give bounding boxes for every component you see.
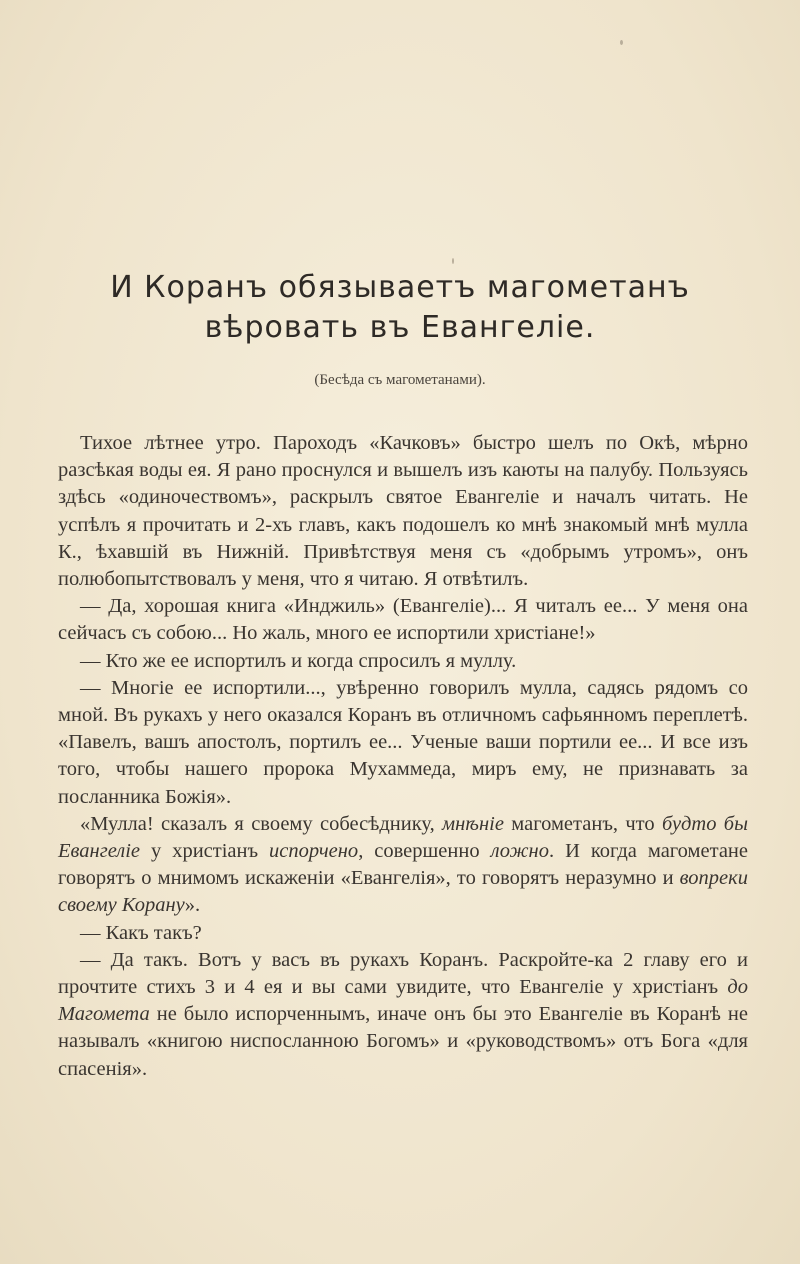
article-subtitle: (Бесѣда съ магометанами). bbox=[314, 372, 486, 388]
text-run: ». bbox=[184, 894, 201, 917]
print-speck bbox=[620, 40, 623, 45]
article-title bbox=[50, 268, 750, 348]
paragraph: — Да, хорошая книга «Инджиль» (Евангеліе)... Я читалъ ее... У меня она сейчасъ съ собою... Но жаль, много ее испортили христіане!» bbox=[58, 595, 748, 645]
title-line-2: вѣровать въ Евангеліе. bbox=[204, 310, 596, 345]
italic-run: вопреки своему Корану bbox=[58, 867, 748, 917]
text-run: . И когда магометане говорятъ о мнимомъ искаженіи «Евангелія», то говорятъ неразумно и bbox=[58, 840, 748, 890]
print-speck bbox=[452, 258, 454, 264]
italic-run: мнѣніе bbox=[442, 812, 504, 835]
paragraph: — Кто же ее испортилъ и когда спросилъ я муллу. bbox=[80, 649, 517, 672]
paragraph: Тихое лѣтнее утро. Пароходъ «Качковъ» быстро шелъ по Окѣ, мѣрно разсѣкая воды ея. Я рано проснулся и вышелъ изъ каюты на палубу. Пользуясь здѣсь «одиночествомъ», раскрылъ святое Евангеліе и началъ читать. Не успѣлъ я прочитать и 2-хъ главъ, какъ подошелъ ко мнѣ знакомый мнѣ мулла К., ѣхавшій въ Нижній. Привѣтствуя меня съ «добрымъ утромъ», онъ полюбопытствовалъ у меня, что я читаю. Я отвѣтилъ. bbox=[58, 432, 748, 591]
text-run: , совершенно bbox=[358, 840, 491, 863]
text-run: магометанъ, что bbox=[503, 812, 662, 835]
italic-run: ложно bbox=[490, 840, 549, 863]
paragraph bbox=[58, 811, 748, 920]
text-run: не было испорченнымъ, иначе онъ бы это Евангеліе въ Коранѣ не называлъ «книгою ниспосланною Богомъ» и «руководствомъ» отъ Бога «для спасенія». bbox=[58, 1003, 748, 1080]
italic-run: будто бы Евангеліе bbox=[58, 812, 749, 863]
paragraph bbox=[58, 947, 748, 1083]
title-line-1: И Коранъ обязываетъ магометанъ bbox=[110, 270, 690, 305]
text-run: у христіанъ bbox=[140, 840, 270, 863]
text-run: «Мулла! сказалъ я своему собесѣднику, bbox=[80, 812, 443, 835]
paragraph: — Какъ такъ? bbox=[80, 921, 202, 944]
paragraph: — Многіе ее испортили..., увѣренно говорилъ мулла, садясь рядомъ со мной. Въ рукахъ у него оказался Коранъ въ отличномъ сафьянномъ переплетѣ. «Павелъ, вашъ апостолъ, портилъ ее... Ученые ваши портили ее... И все изъ того, чтобы нашего пророка Мухаммеда, миръ ему, не признавать за посланника Божія». bbox=[58, 676, 748, 808]
italic-run: до Магомета bbox=[58, 976, 748, 1026]
italic-run: испорчено bbox=[269, 840, 359, 863]
text-run: — Да такъ. Вотъ у васъ въ рукахъ Коранъ. Раскройте-ка 2 главу его и прочтите стихъ 3 и 4 ея и вы сами увидите, что Евангеліе у христіанъ bbox=[58, 948, 748, 999]
article-body bbox=[58, 430, 748, 1083]
